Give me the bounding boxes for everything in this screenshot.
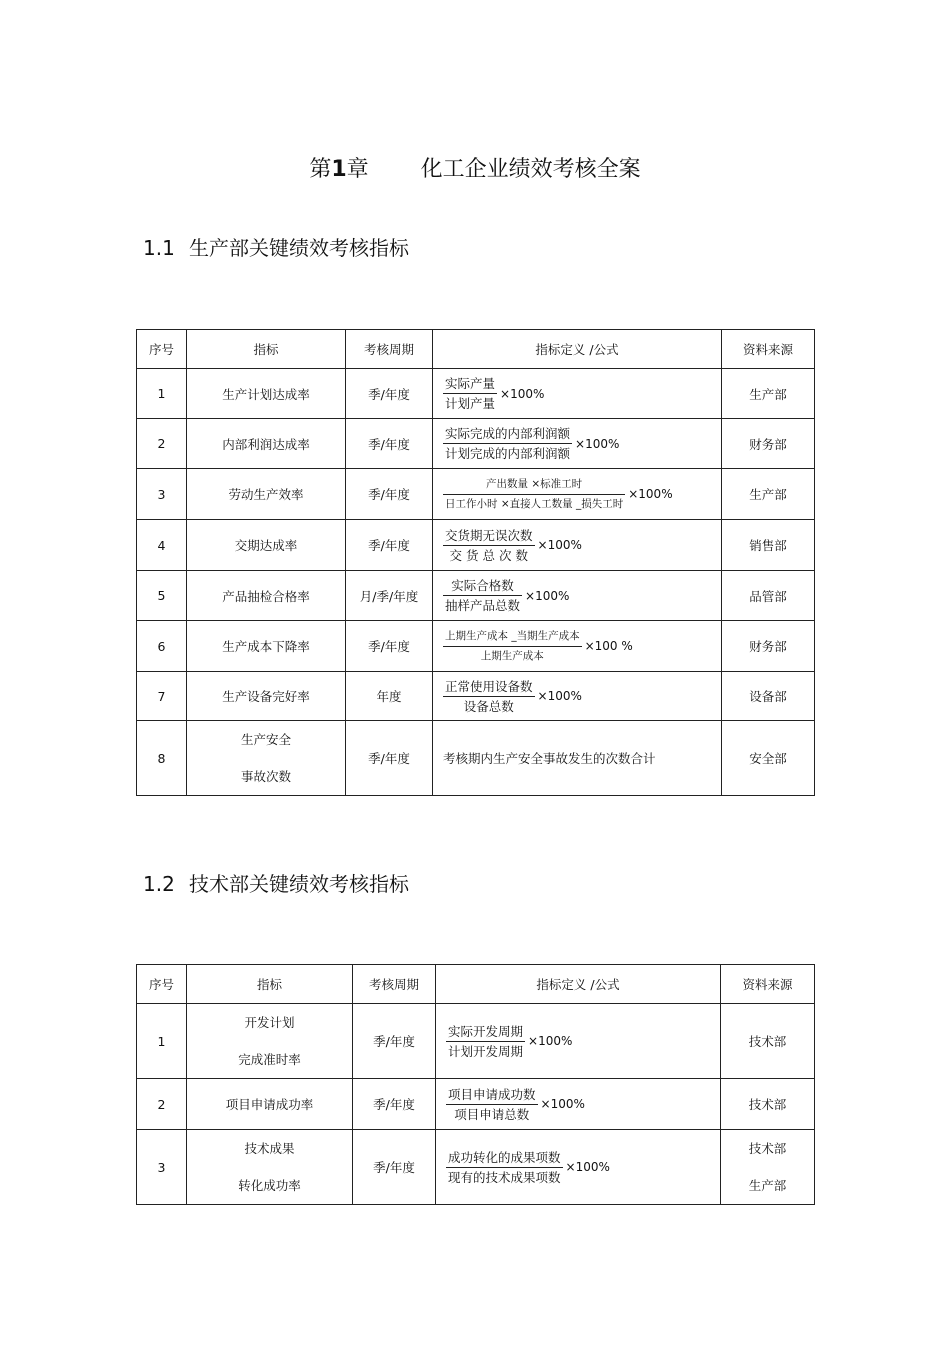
row-indicator: [187, 721, 346, 796]
formula-denominator: 日工作小时 ×直接人工数量 _损失工时: [445, 497, 624, 510]
chapter-number: 1: [331, 157, 347, 182]
formula-multiplier: ×100%: [540, 1097, 585, 1111]
chapter-name: 化工企业绩效考核全案: [420, 157, 641, 182]
indicator-line: 转化成功率: [238, 1178, 301, 1193]
row-indicator: 项目申请成功率: [187, 1079, 353, 1130]
row-indicator: [187, 1004, 353, 1079]
technical-kpi-table: [136, 964, 815, 1205]
formula-numerator: 实际开发周期: [446, 1023, 525, 1042]
section-heading-2: [143, 868, 409, 897]
row-source: 财务部: [722, 621, 815, 672]
header-indicator: 指标: [187, 965, 353, 1004]
formula-multiplier: ×100 %: [584, 639, 633, 653]
row-indicator: 产品抽检合格率: [187, 571, 346, 621]
table-row: [137, 419, 815, 469]
row-period: 季/年度: [353, 1130, 436, 1205]
table-row: [137, 672, 815, 721]
header-source: 资料来源: [722, 330, 815, 369]
row-period: 季/年度: [346, 721, 433, 796]
row-seq: 3: [137, 469, 187, 520]
formula-denominator: 设备总数: [463, 698, 514, 714]
row-seq: 6: [137, 621, 187, 672]
row-formula: [433, 369, 722, 419]
section-number: 1.1: [143, 236, 175, 260]
formula-denominator: 项目申请总数: [454, 1106, 530, 1122]
header-period: 考核周期: [353, 965, 436, 1004]
row-source: 技术部: [721, 1004, 815, 1079]
source-line: 技术部: [748, 1141, 787, 1156]
chapter-title: [0, 152, 950, 183]
row-indicator: 交期达成率: [187, 520, 346, 571]
formula-multiplier: ×100%: [565, 1160, 610, 1174]
row-period: 月/季/年度: [346, 571, 433, 621]
row-seq: 4: [137, 520, 187, 571]
row-source: 生产部: [722, 469, 815, 520]
formula-denominator: 交 货 总 次 数: [449, 547, 528, 563]
table-row: [137, 1079, 815, 1130]
formula-numerator: 产出数量 ×标准工时: [443, 476, 625, 495]
formula-numerator: 正常使用设备数: [443, 678, 535, 697]
formula-multiplier: ×100%: [525, 588, 570, 603]
indicator-line: 生产安全: [240, 732, 291, 747]
row-indicator: [187, 1130, 353, 1205]
indicator-line: 完成准时率: [238, 1052, 301, 1067]
table-header-row: [137, 330, 815, 369]
formula-denominator: 上期生产成本: [480, 649, 544, 662]
row-period: 季/年度: [353, 1004, 436, 1079]
table-row: [137, 621, 815, 672]
row-source: 财务部: [722, 419, 815, 469]
row-formula: [433, 621, 722, 672]
row-formula: [436, 1130, 721, 1205]
formula-multiplier: ×100%: [500, 386, 545, 401]
chapter-suffix: 章: [346, 157, 369, 182]
table-row: [137, 520, 815, 571]
row-seq: 2: [137, 419, 187, 469]
row-indicator: 内部利润达成率: [187, 419, 346, 469]
row-source: 设备部: [722, 672, 815, 721]
table-header-row: [137, 965, 815, 1004]
formula-denominator: 计划完成的内部利润额: [445, 446, 571, 461]
table-row: [137, 721, 815, 796]
formula-multiplier: ×100%: [537, 538, 582, 552]
table-row: [137, 369, 815, 419]
source-line: 生产部: [748, 1178, 787, 1193]
row-definition-text: 考核期内生产安全事故发生的次数合计: [433, 721, 722, 796]
header-source: 资料来源: [721, 965, 815, 1004]
row-period: 季/年度: [346, 520, 433, 571]
row-formula: [433, 520, 722, 571]
row-period: 季/年度: [353, 1079, 436, 1130]
row-source: 品管部: [722, 571, 815, 621]
row-period: 季/年度: [346, 621, 433, 672]
row-seq: 1: [137, 369, 187, 419]
table-row: [137, 469, 815, 520]
formula-numerator: 实际产量: [443, 375, 497, 394]
chapter-prefix: 第: [309, 157, 332, 182]
indicator-line: 事故次数: [240, 769, 291, 784]
row-seq: 3: [137, 1130, 187, 1205]
formula-numerator: 上期生产成本 _当期生产成本: [443, 628, 582, 647]
row-period: 季/年度: [346, 369, 433, 419]
row-seq: 2: [137, 1079, 187, 1130]
indicator-line: 技术成果: [244, 1141, 295, 1156]
row-formula: [433, 672, 722, 721]
header-seq: 序号: [137, 330, 187, 369]
row-source: 生产部: [722, 369, 815, 419]
table-row: [137, 571, 815, 621]
section-heading-1: [143, 232, 409, 261]
row-indicator: 生产设备完好率: [187, 672, 346, 721]
row-period: 季/年度: [346, 469, 433, 520]
header-definition: 指标定义 /公式: [433, 330, 722, 369]
section-title: 技术部关键绩效考核指标: [189, 872, 409, 896]
row-source: 安全部: [722, 721, 815, 796]
row-seq: 7: [137, 672, 187, 721]
section-title: 生产部关键绩效考核指标: [189, 236, 409, 260]
formula-numerator: 实际合格数: [443, 577, 522, 596]
header-indicator: 指标: [187, 330, 346, 369]
formula-numerator: 项目申请成功数: [446, 1086, 538, 1105]
row-indicator: 劳动生产效率: [187, 469, 346, 520]
production-kpi-table: [136, 329, 815, 796]
row-source: [721, 1130, 815, 1205]
formula-denominator: 计划开发周期: [448, 1043, 524, 1059]
formula-denominator: 抽样产品总数: [445, 598, 521, 613]
formula-numerator: 实际完成的内部利润额: [443, 425, 572, 444]
formula-multiplier: ×100%: [528, 1034, 573, 1048]
row-indicator: 生产计划达成率: [187, 369, 346, 419]
header-definition: 指标定义 /公式: [436, 965, 721, 1004]
row-indicator: 生产成本下降率: [187, 621, 346, 672]
row-seq: 5: [137, 571, 187, 621]
formula-multiplier: ×100%: [575, 436, 620, 451]
table-row: [137, 1130, 815, 1205]
row-source: 技术部: [721, 1079, 815, 1130]
table-row: [137, 1004, 815, 1079]
header-period: 考核周期: [346, 330, 433, 369]
row-formula: [433, 571, 722, 621]
row-source: 销售部: [722, 520, 815, 571]
row-seq: 8: [137, 721, 187, 796]
row-formula: [433, 469, 722, 520]
row-formula: [433, 419, 722, 469]
row-seq: 1: [137, 1004, 187, 1079]
formula-numerator: 交货期无误次数: [443, 527, 535, 546]
row-formula: [436, 1004, 721, 1079]
row-period: 年度: [346, 672, 433, 721]
formula-denominator: 计划产量: [445, 396, 496, 411]
indicator-line: 开发计划: [244, 1015, 295, 1030]
formula-denominator: 现有的技术成果项数: [448, 1169, 561, 1185]
row-formula: [436, 1079, 721, 1130]
row-period: 季/年度: [346, 419, 433, 469]
section-number: 1.2: [143, 872, 175, 896]
formula-multiplier: ×100%: [537, 689, 582, 703]
formula-numerator: 成功转化的成果项数: [446, 1149, 563, 1168]
formula-multiplier: ×100%: [628, 487, 673, 501]
header-seq: 序号: [137, 965, 187, 1004]
